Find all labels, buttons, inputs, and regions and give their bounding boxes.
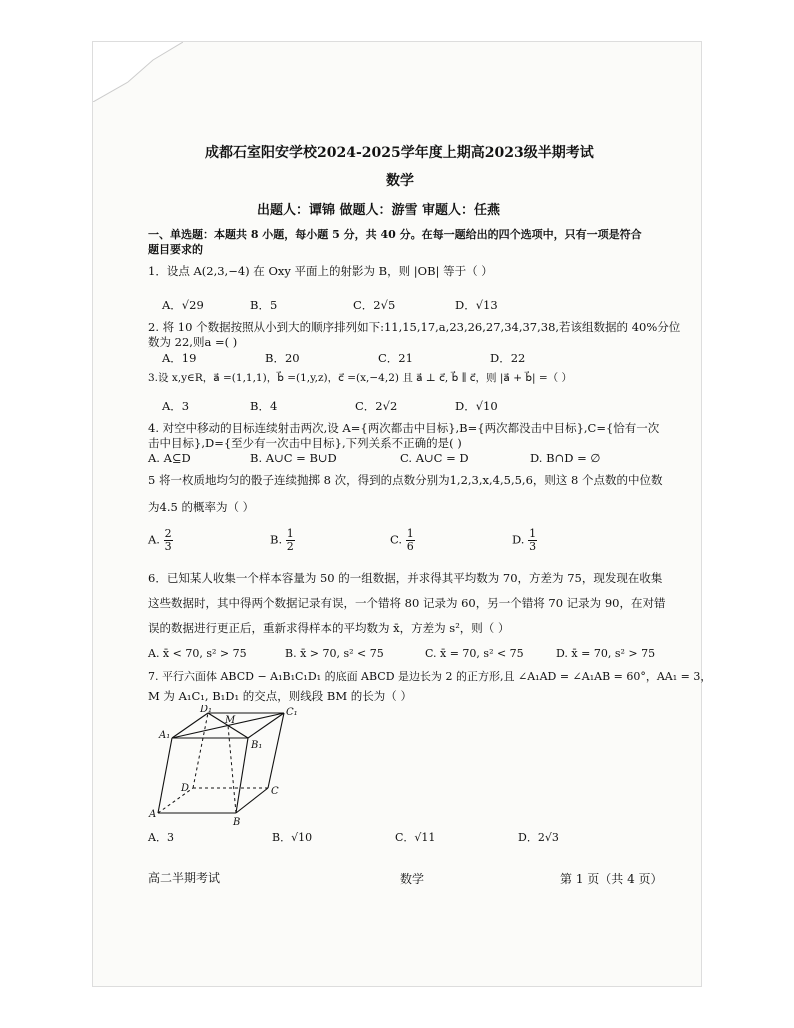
q5-option-b-label: B. <box>270 532 283 547</box>
q2-option-b: B．20 <box>265 351 300 365</box>
q4-option-d: D. B∩D = ∅ <box>530 451 601 465</box>
section-heading: 一、单选题：本题共 8 小题，每小题 5 分，共 40 分。在每一题给出的四个选项中，只有一项是符合 <box>148 228 642 241</box>
q3-option-a: A．3 <box>162 399 190 413</box>
parallelepiped-figure <box>148 705 298 830</box>
q5-option-c-label: C. <box>390 532 403 547</box>
edge-d-d1-hidden <box>193 713 208 788</box>
q3-option-c: C．2√2 <box>355 399 398 413</box>
torn-corner <box>93 42 183 102</box>
q5-option-a-label: A. <box>148 532 160 547</box>
question-5-cont: 为4.5 的概率为（ ） <box>148 500 255 514</box>
q7-option-d: D．2√3 <box>518 831 559 844</box>
question-1: 1．设点 A(2,3,−4) 在 Oxy 平面上的射影为 B，则 |OB| 等于（ ） <box>148 264 493 278</box>
edge-b-c <box>236 788 268 813</box>
q4-option-b: B. A∪C = B∪D <box>250 451 337 465</box>
q5-option-d-label: D. <box>512 532 525 547</box>
question-2: 2. 将 10 个数据按照从小到大的顺序排列如下:11,15,17,a,23,26,27,34,37,38,若该组数据的 40%分位 <box>148 320 681 334</box>
q6-option-d: D. x̄ = 70, s² > 75 <box>556 647 656 660</box>
question-6: 6．已知某人收集一个样本容量为 50 的一组数据，并求得其平均数为 70，方差为 75，现发现在收集 <box>148 571 663 585</box>
subject-title: 数学 <box>386 173 414 189</box>
label-b1: B₁ <box>251 740 263 751</box>
q5-option-a <box>148 528 173 553</box>
q2-option-a: A．19 <box>162 351 197 365</box>
q1-option-a: A．√29 <box>162 298 204 312</box>
label-d: D <box>181 783 190 794</box>
authors-line: 出题人：谭锦 做题人：游雪 审题人：任燕 <box>257 203 501 218</box>
q5-option-d <box>512 528 537 553</box>
q5-option-c <box>390 528 415 553</box>
question-7-cont: M 为 A₁C₁, B₁D₁ 的交点，则线段 BM 的长为（ ） <box>148 689 412 703</box>
edge-b-b1 <box>236 738 248 813</box>
footer-center: 数学 <box>400 872 425 886</box>
label-a1: A₁ <box>159 730 171 741</box>
edge-c-c1 <box>268 713 284 788</box>
segment-b-m-hidden <box>228 726 236 814</box>
footer-left: 高二半期考试 <box>148 871 221 885</box>
q5-option-d-fraction: $\frac{1}{3}$ <box>529 527 537 553</box>
question-3: 3.设 x,y∈R，a⃗ =(1,1,1)，b⃗ =(1,y,z)，c⃗ =(x,−4,2) 且 a⃗ ⊥ c⃗, b⃗ ∥ c⃗，则 |a⃗ + b⃗| =（ ） <box>148 372 573 384</box>
question-6-cont2: 误的数据进行更正后，重新求得样本的平均数为 x̄，方差为 s²，则（ ） <box>148 621 510 635</box>
edge-a-a1 <box>158 738 172 813</box>
q1-option-d: D．√13 <box>455 298 498 312</box>
section-heading-cont: 题目要求的 <box>148 243 203 256</box>
q7-option-b: B．√10 <box>272 831 313 844</box>
q2-option-c: C．21 <box>378 351 413 365</box>
label-d1: D₁ <box>200 705 213 715</box>
question-4: 4. 对空中移动的目标连续射击两次,设 A={两次都击中目标},B={两次都没击中目标},C={恰有一次 <box>148 421 660 435</box>
q3-option-d: D．√10 <box>455 399 498 413</box>
question-5: 5 将一枚质地均匀的骰子连续抛掷 8 次，得到的点数分别为1,2,3,x,4,5,5,6，则这 8 个点数的中位数 <box>148 473 663 487</box>
question-7: 7. 平行六面体 ABCD − A₁B₁C₁D₁ 的底面 ABCD 是边长为 2 的正方形,且 ∠A₁AD = ∠A₁AB = 60°，AA₁ = 3， <box>148 670 712 683</box>
q5-option-b <box>270 528 295 553</box>
q5-option-c-fraction: $\frac{1}{6}$ <box>406 527 414 553</box>
q5-option-a-fraction: $\frac{2}{3}$ <box>164 527 172 553</box>
question-2-cont: 数为 22,则a =( ) <box>148 335 238 349</box>
footer-right: 第 1 页（共 4 页） <box>560 872 663 886</box>
question-4-cont: 击中目标},D={至少有一次击中目标},下列关系不正确的是( ) <box>148 436 462 450</box>
q7-option-c: C．√11 <box>395 831 436 844</box>
q7-option-a: A．3 <box>148 831 174 844</box>
q6-option-b: B. x̄ > 70, s² < 75 <box>285 647 384 660</box>
q4-option-a: A. A⊆D <box>148 451 191 465</box>
label-c: C <box>271 786 279 797</box>
q3-option-b: B．4 <box>250 399 278 413</box>
q6-option-a: A. x̄ < 70, s² > 75 <box>148 647 247 660</box>
label-m: M <box>225 715 236 726</box>
label-b: B <box>233 817 241 828</box>
q6-option-c: C. x̄ = 70, s² < 75 <box>425 647 524 660</box>
q4-option-c: C. A∪C = D <box>400 451 469 465</box>
exam-title: 成都石室阳安学校2024-2025学年度上期高2023级半期考试 <box>205 145 594 161</box>
q5-option-b-fraction: $\frac{1}{2}$ <box>286 527 294 553</box>
q1-option-b: B．5 <box>250 298 278 312</box>
q2-option-d: D．22 <box>490 351 526 365</box>
q1-option-c: C．2√5 <box>353 298 396 312</box>
label-c1: C₁ <box>286 707 298 718</box>
label-a: A <box>149 809 157 820</box>
question-6-cont: 这些数据时，其中得两个数据记录有误，一个错将 80 记录为 60，另一个错将 70 记录为 90，在对错 <box>148 596 666 610</box>
